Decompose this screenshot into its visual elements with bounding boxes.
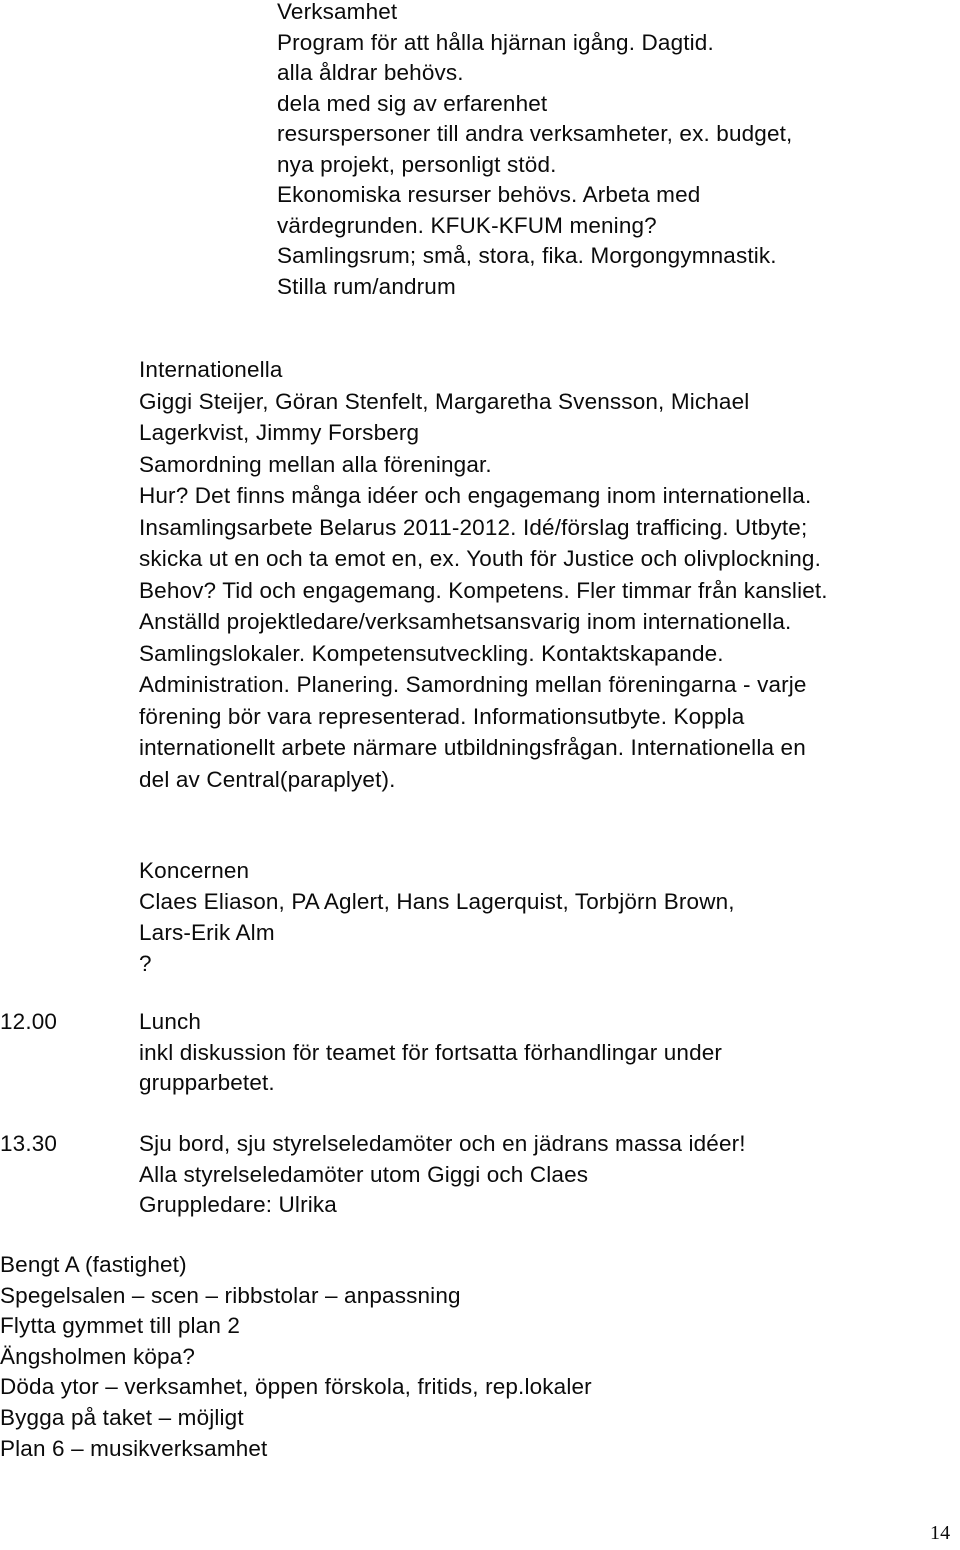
internationella-line: Behov? Tid och engagemang. Kompetens. Fler timmar från kansliet. (139, 577, 828, 603)
agenda-line: inkl diskussion för teamet för fortsatta förhandlingar under (139, 1039, 723, 1065)
verksamhet-line: nya projekt, personligt stöd. (277, 151, 557, 177)
verksamhet-line: Program för att hålla hjärnan igång. Dagtid. (277, 29, 714, 55)
agenda-time: 13.30 (0, 1131, 58, 1156)
verksamhet-line: Samlingsrum; små, stora, fika. Morgongymnastik. (277, 243, 777, 268)
bengt-section (0, 1250, 592, 1464)
internationella-line: Administration. Planering. Samordning mellan föreningarna - varje (139, 672, 807, 697)
internationella-heading: Internationella (139, 357, 283, 382)
bengt-line: Flytta gymmet till plan 2 (0, 1313, 241, 1339)
bengt-line: Spegelsalen – scen – ribbstolar – anpassning (0, 1282, 461, 1308)
verksamhet-line: dela med sig av erfarenhet (277, 90, 548, 116)
internationella-section (139, 354, 828, 795)
internationella-line: Anställd projektledare/verksamhetsansvarig inom internationella. (139, 609, 792, 634)
verksamhet-line: resurspersoner till andra verksamheter, ex. budget, (277, 121, 793, 146)
internationella-line: internationellt arbete närmare utbildningsfrågan. Internationella en (139, 735, 806, 760)
internationella-members: Lagerkvist, Jimmy Forsberg (139, 420, 420, 445)
agenda-line: Alla styrelseledamöter utom Giggi och Claes (139, 1161, 589, 1187)
koncernen-members: Lars-Erik Alm (139, 920, 275, 945)
koncernen-members: Claes Eliason, PA Aglert, Hans Lagerquist, Torbjörn Brown, (139, 889, 735, 914)
agenda-time: 12.00 (0, 1009, 58, 1034)
internationella-line: Samlingslokaler. Kompetensutveckling. Kontaktskapande. (139, 640, 724, 666)
verksamhet-section (277, 0, 792, 302)
bengt-line: Plan 6 – musikverksamhet (0, 1435, 268, 1461)
bengt-line: Ängsholmen köpa? (0, 1343, 196, 1369)
bengt-line: Bygga på taket – möjligt (0, 1404, 244, 1430)
internationella-line: Insamlingsarbete Belarus 2011-2012. Idé/förslag trafficing. Utbyte; (139, 514, 808, 540)
internationella-line: del av Central(paraplyet). (139, 766, 396, 792)
page-number: 14 (930, 1522, 951, 1544)
agenda-line: grupparbetet. (139, 1070, 275, 1095)
internationella-line: skicka ut en och ta emot en, ex. Youth för Justice och olivplockning. (139, 546, 821, 571)
verksamhet-heading: Verksamhet (277, 0, 398, 24)
koncernen-note: ? (139, 951, 152, 976)
verksamhet-line: värdegrunden. KFUK-KFUM mening? (277, 212, 657, 238)
agenda-line: Gruppledare: Ulrika (139, 1192, 337, 1217)
lunch-agenda-item (0, 1007, 722, 1099)
bengt-line: Döda ytor – verksamhet, öppen förskola, fritids, rep.lokaler (0, 1374, 592, 1400)
internationella-members: Giggi Steijer, Göran Stenfelt, Margaretha Svensson, Michael (139, 388, 750, 414)
verksamhet-line: Stilla rum/andrum (277, 273, 456, 299)
internationella-line: Hur? Det finns många idéer och engagemang inom internationella. (139, 483, 812, 508)
internationella-line: Samordning mellan alla föreningar. (139, 451, 492, 477)
bengt-heading: Bengt A (fastighet) (0, 1252, 187, 1277)
agenda-title: Lunch (139, 1009, 202, 1034)
koncernen-section (139, 855, 735, 979)
agenda-title: Sju bord, sju styrelseledamöter och en jädrans massa idéer! (139, 1131, 746, 1156)
sju-bord-agenda-item (0, 1129, 746, 1221)
koncernen-heading: Koncernen (139, 858, 250, 883)
internationella-line: förening bör vara representerad. Informationsutbyte. Koppla (139, 703, 745, 729)
verksamhet-line: Ekonomiska resurser behövs. Arbeta med (277, 182, 701, 207)
verksamhet-line: alla åldrar behövs. (277, 60, 464, 85)
